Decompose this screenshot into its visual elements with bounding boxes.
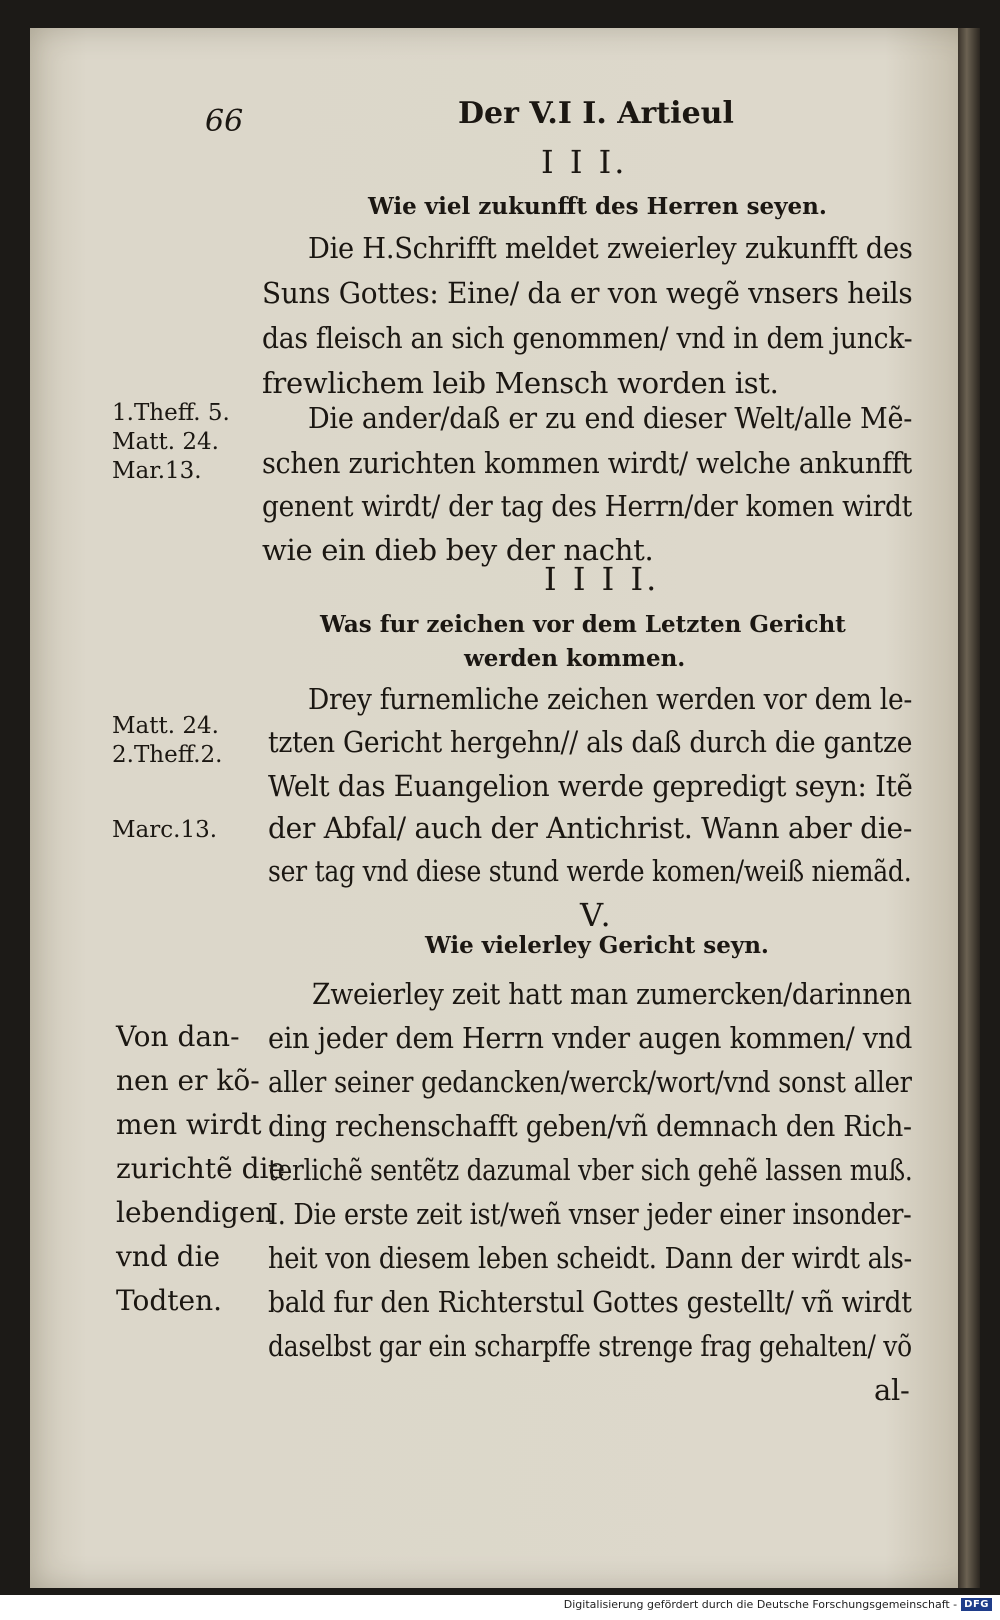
digitization-footer xyxy=(564,1598,992,1611)
section-heading-5: Wie vielerley Gericht seyn. xyxy=(425,932,769,959)
text-line: terlichẽ sentẽtz dazumal vber sich gehẽ lassen muß. xyxy=(268,1153,913,1187)
text-line: Zweierley zeit hatt man zumercken/darinnen xyxy=(312,977,912,1011)
text-line: schen zurichten kommen wirdt/ welche ankunfft xyxy=(262,446,912,480)
margin-reference: 1.Theff. 5. xyxy=(112,400,230,426)
text-line: Die H.Schrifft meldet zweierley zukunfft des xyxy=(308,231,913,265)
text-line: ding rechenschafft geben/vñ demnach den Rich- xyxy=(268,1109,912,1143)
page-number: 66 xyxy=(205,104,244,139)
text-line: heit von diesem leben scheidt. Dann der wirdt als- xyxy=(268,1241,912,1275)
section-heading-4-cont: werden kommen. xyxy=(464,645,686,672)
text-line: Suns Gottes: Eine/ da er von wegẽ vnsers heils xyxy=(262,276,913,310)
text-line: daselbst gar ein scharpffe strenge frag gehalten/ võ xyxy=(268,1329,912,1363)
margin-note: lebendigen xyxy=(116,1196,274,1229)
margin-note: vnd die xyxy=(116,1240,221,1273)
margin-note: Todten. xyxy=(116,1284,223,1317)
section-heading-4: Was fur zeichen vor dem Letzten Gericht xyxy=(320,611,846,638)
margin-note: Von dan- xyxy=(116,1020,240,1053)
footer-text: Digitalisierung gefördert durch die Deutsche Forschungsgemeinschaft - xyxy=(563,1598,958,1611)
margin-note: men wirdt xyxy=(116,1108,262,1141)
margin-reference: Matt. 24. xyxy=(112,713,219,739)
section-numeral-5: V. xyxy=(580,896,614,934)
margin-note: nen er kõ- xyxy=(116,1064,260,1097)
margin-note: zurichtẽ die xyxy=(116,1152,286,1185)
text-line: Die ander/daß er zu end dieser Welt/alle Mẽ- xyxy=(308,401,913,435)
text-line: aller seiner gedancken/werck/wort/vnd sonst aller xyxy=(268,1065,912,1099)
catchword: al- xyxy=(874,1373,910,1407)
text-line: I. Die erste zeit ist/weñ vnser jeder einer insonder- xyxy=(268,1197,912,1231)
margin-reference: 2.Theff.2. xyxy=(112,742,223,768)
text-line: ser tag vnd diese stund werde komen/weiß niemãd. xyxy=(268,854,912,888)
page-edge xyxy=(958,28,980,1588)
text-line: tzten Gericht hergehn// als daß durch die gantze xyxy=(268,725,913,759)
running-head: Der V.I I. Artieul xyxy=(458,96,734,131)
text-line: der Abfal/ auch der Antichrist. Wann aber die- xyxy=(268,811,913,845)
text-line: Welt das Euangelion werde gepredigt seyn: Itẽ xyxy=(268,769,913,803)
margin-reference: Matt. 24. xyxy=(112,429,219,455)
text-line: wie ein dieb bey der nacht. xyxy=(262,533,654,567)
section-heading-3: Wie viel zukunfft des Herren seyen. xyxy=(368,193,827,220)
text-line: ein jeder dem Herrn vnder augen kommen/ vnd xyxy=(268,1021,913,1055)
section-numeral-3: I I I. xyxy=(541,143,628,181)
text-line: frewlichem leib Mensch worden ist. xyxy=(262,366,779,400)
text-line: das fleisch an sich genommen/ vnd in dem junck- xyxy=(262,321,913,355)
text-line: Drey furnemliche zeichen werden vor dem le- xyxy=(308,682,913,716)
margin-reference: Mar.13. xyxy=(112,458,202,484)
text-line: bald fur den Richterstul Gottes gestellt/ vñ wirdt xyxy=(268,1285,912,1319)
margin-reference: Marc.13. xyxy=(112,817,218,843)
dfg-logo: DFG xyxy=(961,1598,992,1611)
text-line: genent wirdt/ der tag des Herrn/der komen wirdt xyxy=(262,489,913,523)
section-numeral-4: I I I I. xyxy=(544,560,660,598)
